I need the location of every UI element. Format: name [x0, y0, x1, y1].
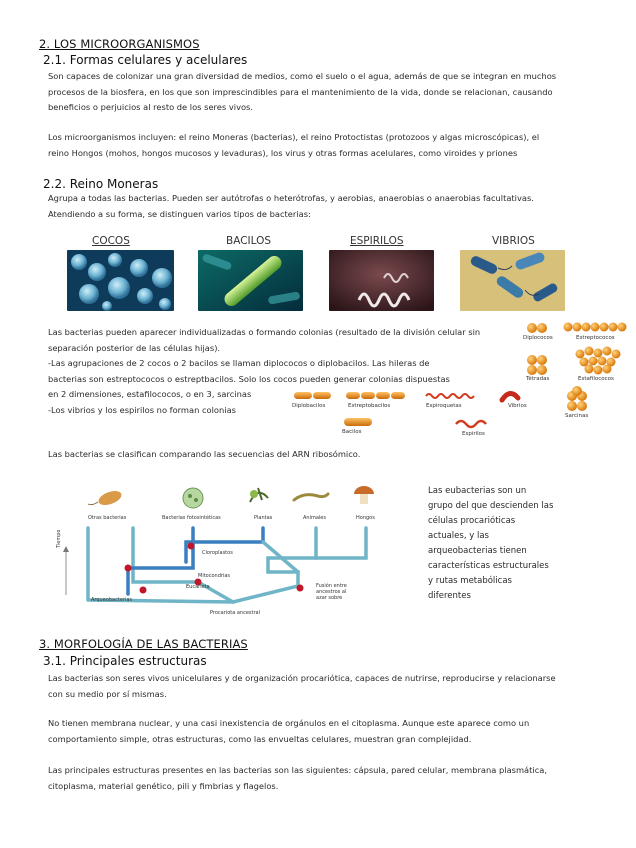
tree-label-tiempo: Tiempo [56, 529, 62, 548]
paragraph-3-1-c [48, 763, 547, 794]
text-line: Atendiendo a su forma, se distinguen varios tipos de bacterias: [48, 208, 311, 219]
paragraph-arn: Las bacterias se clasifican comparando las secuencias del ARN ribosómico. [48, 449, 361, 459]
text-line: ancestros al [316, 589, 347, 595]
text-line: Las bacterias son seres vivos unicelulares y de organización procariótica, capaces de nutrirse, reproducirse y relacionarse [48, 673, 556, 683]
label-diplococos: Diplococos [523, 335, 553, 341]
label-bacilos: Bacilos [342, 429, 362, 435]
text-line: Las principales estructuras presentes en las bacterias son las siguientes: cápsula, pared celular, membrana plasmática, [48, 765, 547, 775]
paragraph-2-2-a [48, 191, 534, 222]
tree-label-mitocondrias: Mitocondrias [198, 573, 230, 579]
tree-label-otras-bacterias: Otras bacterias [88, 515, 127, 521]
text-line: Agrupa a todas las bacterias. Pueden ser autótrofas o heterótrofas, y aerobias, anaerobias o anaerobias facultativas. [48, 193, 534, 203]
text-line: No tienen membrana nuclear, y una casi inexistencia de orgánulos en el citoplasma. Aunque este aparece como un [48, 718, 530, 728]
tree-label-fusion [316, 583, 347, 601]
text-line: separación posterior de las células hijas). [48, 342, 221, 353]
text-line: células procarióticas [428, 516, 516, 526]
label-espirilos: Espirilos [462, 431, 485, 437]
tree-label-hongos: Hongos [356, 515, 375, 521]
text-line: Fusión entre [316, 583, 347, 589]
text-line: azar sobre [316, 595, 343, 601]
paragraph-3-1-a [48, 671, 556, 702]
text-line: Son capaces de colonizar una gran diversidad de medios, como el suelo o el agua, además de que se integran en muchos [48, 71, 557, 81]
text-line: arqueobacterias tienen [428, 546, 527, 556]
text-line: Las bacterias pueden aparecer individualizadas o formando colonias (resultado de la división celular sin [48, 327, 481, 337]
bacilos-formas-diagram [290, 390, 530, 440]
text-line: Las eubacterias son un [428, 486, 527, 496]
caption-cocos: COCOS [92, 235, 130, 247]
paragraph-3-1-b [48, 716, 529, 747]
bacilos-image [198, 250, 303, 311]
label-tetradas: Tétradas [526, 376, 550, 382]
subsection-2-2-heading: 2.2. Reino Moneras [43, 177, 159, 191]
tree-label-animales: Animales [303, 515, 326, 521]
text-line: diferentes [428, 591, 471, 601]
tree-label-eucariota: Eucariota [186, 584, 210, 590]
cocos-image [67, 250, 174, 311]
section-3-heading: 3. MORFOLOGÍA DE LAS BACTERIAS [39, 637, 248, 651]
text-line: en 2 dimensiones, estafilococos, o en 3, sarcinas [48, 389, 252, 399]
tree-label-procariota: Procariota ancestral [210, 610, 260, 616]
text-line: grupo del que descienden las [428, 501, 554, 511]
label-sarcinas: Sarcinas [565, 413, 589, 419]
text-line: bacterias son estreptococos o estreptbacilos. Solo los cocos pueden generar colonias dispuestas [48, 373, 450, 384]
text-line: comportamiento simple, otras estructuras, como las envueltas celulares, muestran gran complejidad. [48, 733, 472, 744]
text-line: -Los vibrios y los espirilos no forman colonias [48, 404, 236, 415]
label-diplobacilos: Diplobacilos [292, 403, 326, 409]
espirilos-image [329, 250, 434, 311]
subsection-2-1-heading: 2.1. Formas celulares y acelulares [43, 53, 248, 67]
vibrios-image [460, 250, 565, 311]
section-2-heading: 2. LOS MICROORGANISMOS [39, 37, 200, 51]
text-line: beneficios o perjuicios al resto de los seres vivos. [48, 102, 254, 112]
tree-label-cloroplastos: Cloroplastos [202, 550, 233, 556]
caption-vibrios: VIBRIOS [492, 235, 535, 247]
label-vibrios: Vibrios [508, 403, 527, 409]
text-line: citoplasma, material genético, pili y fimbrias y flagelos. [48, 780, 279, 791]
label-espiroquetas: Espiroquetas [426, 403, 462, 409]
label-estafilococos: Estafilococos [578, 376, 614, 382]
label-estreptococos: Estreptococos [576, 335, 615, 341]
text-line: Los microorganismos incluyen: el reino Moneras (bacterias), el reino Protoctistas (protozoos y algas microscópicas), el [48, 132, 540, 142]
text-line: actuales, y las [428, 531, 489, 541]
side-note-eubacterias [428, 484, 553, 604]
label-estreptobacilos: Estreptobacilos [348, 403, 391, 409]
text-line: -Las agrupaciones de 2 cocos o 2 bacilos se llaman diplococos o diplobacilos. Las hileras de [48, 358, 430, 368]
subsection-3-1-heading: 3.1. Principales estructuras [43, 654, 207, 668]
text-line: procesos de la biosfera, en los que son imprescindibles para el mantenimiento de la vida, donde se relacionan, causando [48, 86, 553, 97]
caption-bacilos: BACILOS [226, 235, 272, 247]
tree-label-arqueobacterias: Arqueobacterias [91, 597, 133, 603]
caption-espirilos: ESPIRILOS [350, 235, 404, 247]
paragraph-2-1-a [48, 69, 556, 116]
tree-label-plantas: Plantas [254, 515, 273, 521]
text-line: características estructurales [428, 561, 549, 571]
tree-label-bacterias-fotosinteticas: Bacterias fotosintéticas [162, 515, 221, 521]
text-line: y rutas metabólicas [428, 576, 512, 586]
text-line: con su medio por sí mismas. [48, 688, 167, 699]
paragraph-2-1-b [48, 130, 539, 161]
text-line: reino Hongos (mohos, hongos mucosos y levaduras), los virus y otras formas acelulares, como viroides y priones [48, 147, 518, 158]
